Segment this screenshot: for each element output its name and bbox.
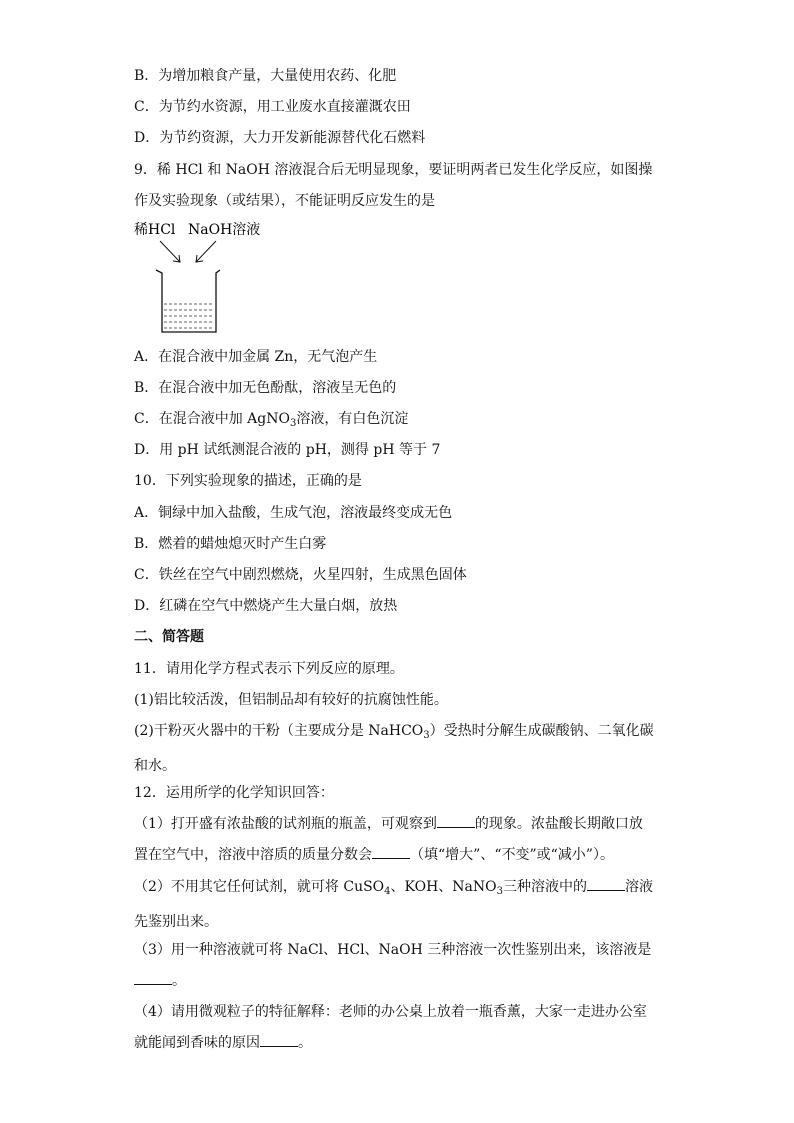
q12-part-4-b: 。 <box>298 1035 312 1051</box>
q11-part-2-sub: 3 <box>423 730 430 741</box>
label-naoh-solution: NaOH溶液 <box>188 222 261 238</box>
answer-blank[interactable] <box>260 1032 298 1047</box>
q9-option-d: D．用 pH 试纸测混合液的 pH，测得 pH 等于 7 <box>134 442 441 458</box>
q9-option-b: B．在混合液中加无色酚酞，溶液呈无色的 <box>134 380 397 396</box>
beaker-figure <box>134 220 274 338</box>
answer-blank[interactable] <box>372 844 410 859</box>
q12-part-2-d: 溶液先鉴别出来。 <box>134 879 653 930</box>
label-dilute-hcl: 稀HCl <box>134 222 176 238</box>
q12-part-2-sub2: 3 <box>496 886 503 897</box>
q12-part-1-a: （1）打开盛有浓盐酸的试剂瓶的瓶盖，可观察到 <box>134 816 437 832</box>
q12-part-3-a: （3）用一种溶液就可将 NaCl、HCl、NaOH 三种溶液一次性鉴别出来，该溶液是 <box>134 942 652 958</box>
q11-stem: 11．请用化学方程式表示下列反应的原理。 <box>134 661 404 677</box>
q12-part-1-b: 的现象。浓盐酸长期敞口放置在空气中，溶液中溶质的质量分数会 <box>134 816 643 863</box>
q10-option-c: C．铁丝在空气中剧烈燃烧，火星四射，生成黑色固体 <box>134 567 467 583</box>
q10-stem: 10．下列实验现象的描述，正确的是 <box>134 473 362 489</box>
q12-part-2-c: 三种溶液中的 <box>503 879 587 895</box>
q12-part-4 <box>134 997 656 1059</box>
q8-option-b: B．为增加粮食产量，大量使用农药、化肥 <box>134 68 397 84</box>
q11-part-1: (1)铝比较活泼，但铝制品却有较好的抗腐蚀性能。 <box>134 692 448 708</box>
q12-part-3-b: 。 <box>172 973 186 989</box>
q9-option-c <box>134 409 408 429</box>
arrow-hcl-icon <box>160 241 180 262</box>
q8-option-c: C．为节约水资源，用工业废水直接灌溉农田 <box>134 99 411 115</box>
q9-stem: 9．稀 HCl 和 NaOH 溶液混合后无明显现象，要证明两者已发生化学反应，如图操作及实验现象（或结果），不能证明反应发生的是 <box>134 162 653 209</box>
q9-option-c-pre: C．在混合液中加 AgNO <box>134 411 290 427</box>
q12-part-3 <box>134 935 656 997</box>
q12-part-4-a: （4）请用微观粒子的特征解释：老师的办公桌上放着一瓶香薰，大家一走进办公室就能闻到香味的原因 <box>134 1004 647 1051</box>
q11-part-2-pre: (2)干粉灭火器中的干粉（主要成分是 NaHCO <box>134 723 424 739</box>
answer-blank[interactable] <box>587 876 625 891</box>
q12-part-2 <box>134 872 656 938</box>
q9-option-c-post: 溶液，有白色沉淀 <box>296 411 409 427</box>
answer-blank[interactable] <box>437 813 475 828</box>
q12-part-1-c: （填“增大”、“不变”或“减小”）。 <box>410 847 614 863</box>
q12-part-2-sub1: 4 <box>384 886 391 897</box>
q12-part-2-a: （2）不用其它任何试剂，就可将 CuSO <box>134 879 385 895</box>
q12-part-1 <box>134 809 656 871</box>
beaker-icon <box>156 270 220 332</box>
q9-option-c-sub: 3 <box>289 418 297 429</box>
arrow-naoh-icon <box>196 241 216 262</box>
q10-option-b: B．燃着的蜡烛熄灭时产生白雾 <box>134 536 327 552</box>
q10-option-a: A．铜绿中加入盐酸，生成气泡，溶液最终变成无色 <box>134 505 453 521</box>
q12-part-2-b: 、KOH、NaNO <box>390 879 497 895</box>
q10-option-d: D．红磷在空气中燃烧产生大量白烟，放热 <box>134 598 398 614</box>
q12-stem: 12．运用所学的化学知识回答： <box>134 785 334 801</box>
section-heading: 二、简答题 <box>134 629 204 645</box>
q9-option-a: A．在混合液中加金属 Zn，无气泡产生 <box>134 349 378 365</box>
q8-option-d: D．为节约资源，大力开发新能源替代化石燃料 <box>134 130 426 146</box>
q11-part-2-post: ）受热时分解生成碳酸钠、二氧化碳和水。 <box>134 723 654 774</box>
answer-blank[interactable] <box>134 970 172 985</box>
q11-part-2 <box>134 716 656 782</box>
